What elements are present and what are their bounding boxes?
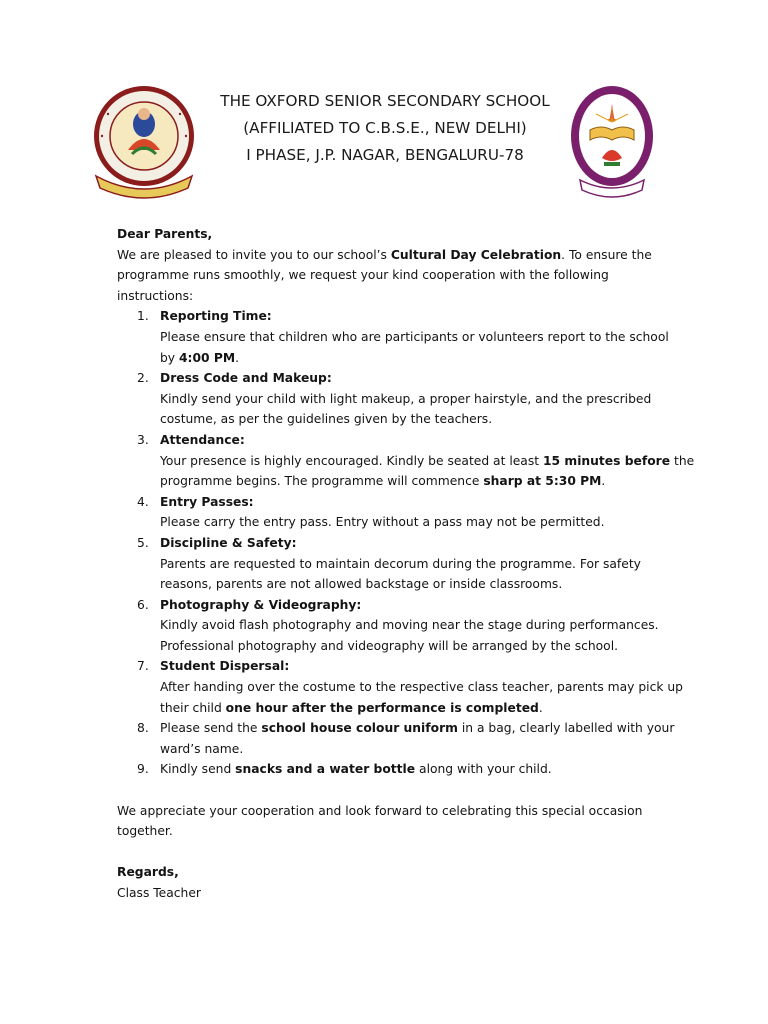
list-item xyxy=(117,368,657,430)
intro-text: We are pleased to invite you to our school’s xyxy=(117,247,391,262)
list-item-text: Please ensure that children who are participants or volunteers report to the school xyxy=(160,329,669,344)
list-item-heading xyxy=(117,430,657,451)
list-item-text: Kindly send your child with light makeup, a proper hairstyle, and the prescribed xyxy=(160,391,652,406)
list-item-title: Entry Passes: xyxy=(160,494,254,509)
list-item-text: along with your child. xyxy=(415,762,552,777)
intro-text: . To ensure the xyxy=(561,247,652,262)
list-item-line xyxy=(160,451,695,472)
emphasis-text: school house colour uniform xyxy=(261,721,458,736)
school-name: THE OXFORD SENIOR SECONDARY SCHOOL xyxy=(220,92,550,110)
list-item-heading xyxy=(117,718,675,739)
list-item xyxy=(117,306,669,368)
emphasis-text: one hour after the performance is completed xyxy=(225,700,539,715)
list-item-line xyxy=(160,677,683,698)
list-item-text: costume, as per the guidelines given by the teachers. xyxy=(160,412,493,427)
list-item-text: After handing over the costume to the respective class teacher, parents may pick up xyxy=(160,680,683,695)
emphasis-text: sharp at 5:30 PM xyxy=(483,474,602,489)
letter-body xyxy=(117,224,695,904)
intro-text: instructions: xyxy=(117,288,194,303)
list-item-title: Dress Code and Makeup: xyxy=(160,371,332,386)
list-item-text: programme begins. The programme will commence xyxy=(160,474,484,489)
list-item-title: Attendance: xyxy=(160,432,245,447)
list-item-line xyxy=(160,389,657,410)
school-header xyxy=(220,88,550,169)
intro-line xyxy=(117,286,657,307)
list-item xyxy=(117,759,657,780)
intro-paragraph xyxy=(117,245,657,307)
emphasis-text: 15 minutes before xyxy=(542,453,671,468)
intro-line xyxy=(117,265,657,286)
list-item-title: Reporting Time: xyxy=(160,309,272,324)
list-item-text: by xyxy=(160,350,179,365)
list-item-heading xyxy=(117,492,657,513)
list-item-line xyxy=(160,409,657,430)
list-item-text: Your presence is highly encouraged. Kindly be seated at least xyxy=(160,453,543,468)
list-item-text: the xyxy=(670,453,695,468)
instructions-list xyxy=(117,306,695,780)
list-item-heading xyxy=(117,656,657,677)
list-item-title: Student Dispersal: xyxy=(160,659,290,674)
list-item-number: 6. xyxy=(137,597,149,612)
closing-paragraph xyxy=(117,801,657,842)
emphasis-text: 4:00 PM xyxy=(179,350,236,365)
list-item-text: their child xyxy=(160,700,226,715)
list-item-text: . xyxy=(601,474,606,489)
list-item-text: in a bag, clearly labelled with your xyxy=(457,721,675,736)
list-item-number: 9. xyxy=(137,762,149,777)
list-item-text: ward’s name. xyxy=(160,741,244,756)
list-item xyxy=(117,492,657,533)
list-item-text: reasons, parents are not allowed backstage or inside classrooms. xyxy=(160,577,563,592)
closing-line: We appreciate your cooperation and look forward to celebrating this special occasion xyxy=(117,803,643,818)
list-item-line xyxy=(160,698,657,719)
intro-text: programme runs smoothly, we request your kind cooperation with the following xyxy=(117,268,609,283)
list-item xyxy=(117,430,695,492)
list-item-text: . xyxy=(538,700,543,715)
society-emblem-logo xyxy=(88,84,200,202)
list-item-line xyxy=(160,739,657,760)
list-item-line xyxy=(160,574,657,595)
list-item-line xyxy=(160,636,657,657)
list-item-line xyxy=(160,471,657,492)
signature: Class Teacher xyxy=(117,886,201,900)
list-item-number: 4. xyxy=(137,494,149,509)
list-item-number: 8. xyxy=(137,721,149,736)
list-item-text: Kindly avoid flash photography and moving near the stage during performances. xyxy=(160,618,659,633)
list-item-heading xyxy=(117,533,657,554)
list-item-text: . xyxy=(235,350,240,365)
list-item-number: 2. xyxy=(137,371,149,386)
list-item xyxy=(117,718,675,759)
list-item-number: 3. xyxy=(137,432,149,447)
school-affiliation: (AFFILIATED TO C.B.S.E., NEW DELHI) xyxy=(243,119,527,137)
list-item-heading xyxy=(117,759,657,780)
school-address: I PHASE, J.P. NAGAR, BENGALURU-78 xyxy=(246,146,524,164)
list-item-title: Discipline & Safety: xyxy=(160,535,297,550)
list-item-title: Photography & Videography: xyxy=(160,597,362,612)
school-crest-logo xyxy=(568,84,656,200)
list-item-number: 7. xyxy=(137,659,149,674)
list-item xyxy=(117,656,683,718)
list-item-text: Parents are requested to maintain decorum during the programme. For safety xyxy=(160,556,641,571)
intro-line xyxy=(117,245,657,266)
list-item-number: 5. xyxy=(137,535,149,550)
salutation: Dear Parents, xyxy=(117,227,213,241)
list-item xyxy=(117,595,657,657)
list-item-number: 1. xyxy=(137,309,149,324)
list-item-text: Professional photography and videography will be arranged by the school. xyxy=(160,638,619,653)
regards: Regards, xyxy=(117,865,179,880)
list-item-heading xyxy=(117,595,657,616)
emphasis-text: snacks and a water bottle xyxy=(235,762,416,777)
list-item-line xyxy=(160,615,657,636)
list-item-heading xyxy=(117,368,657,389)
list-item-line xyxy=(160,327,669,348)
list-item-line xyxy=(160,348,657,369)
event-name: Cultural Day Celebration xyxy=(390,247,562,262)
list-item-text: Please carry the entry pass. Entry without a pass may not be permitted. xyxy=(160,515,605,530)
closing-line: together. xyxy=(117,824,173,839)
list-item-text: Please send the xyxy=(160,721,262,736)
list-item-heading xyxy=(117,306,657,327)
list-item-text: Kindly send xyxy=(160,762,236,777)
list-item xyxy=(117,533,657,595)
list-item-line xyxy=(160,554,657,575)
list-item-line xyxy=(160,512,657,533)
